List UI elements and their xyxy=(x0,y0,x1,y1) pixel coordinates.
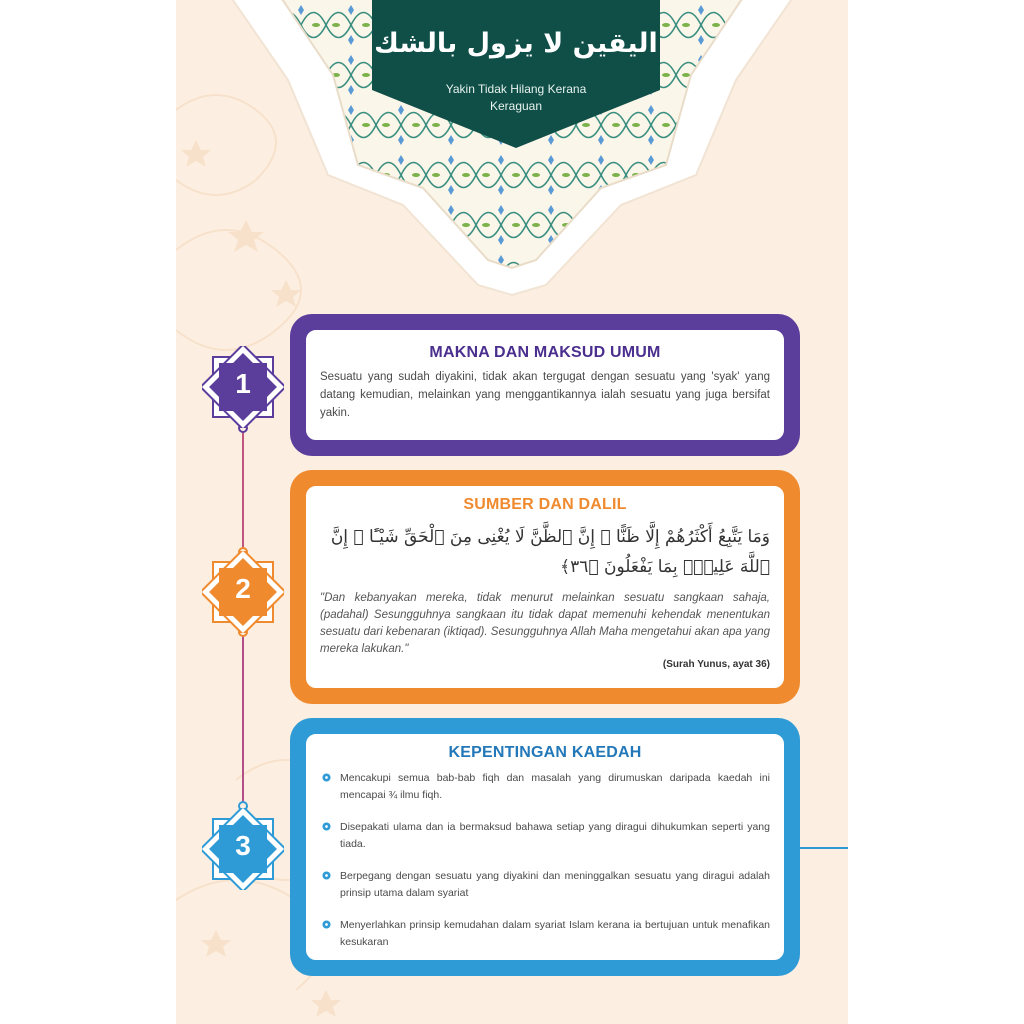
kepentingan-card xyxy=(290,718,800,976)
badge-number-3: 3 xyxy=(235,830,251,861)
badge-number-2: 2 xyxy=(235,573,251,604)
bullet-text: Berpegang dengan sesuatu yang diyakini dan meninggalkan sesuatu yang diragui adalah prinsip utama dalam syariat xyxy=(340,870,770,899)
makna-title: MAKNA DAN MAKSUD UMUM xyxy=(429,344,661,361)
sumber-title: SUMBER DAN DALIL xyxy=(463,496,627,513)
badge-1 xyxy=(202,346,284,428)
makna-card-inner xyxy=(304,328,786,442)
makna-text: Sesuatu yang sudah diyakini, tidak akan tergugat dengan sesuatu yang 'syak' yang datang kemudian, melainkan yang menggantikannya ialah sesuatu yang juga bersifat yakin. xyxy=(320,371,770,419)
list-item xyxy=(320,770,770,804)
badge-3 xyxy=(202,808,284,890)
flower-bullet-icon xyxy=(322,773,331,782)
kepentingan-card-inner xyxy=(304,732,786,962)
arabic-title: اليقين لا يزول بالشك xyxy=(374,28,658,59)
sumber-card xyxy=(290,470,800,704)
bullet-text: Mencakupi semua bab-bab fiqh dan masalah yang dirumuskan daripada kaedah ini mencapai ¾ ilmu fiqh. xyxy=(340,772,770,801)
flower-bullet-icon xyxy=(322,822,331,831)
list-item xyxy=(320,819,770,853)
subtitle-line-1: Yakin Tidak Hilang Kerana xyxy=(445,82,587,96)
list-item xyxy=(320,917,770,951)
badge-2 xyxy=(202,551,284,633)
bullet-text: Disepakati ulama dan ia bermaksud bahawa setiap yang diragui dihukumkan seperti yang tiada. xyxy=(340,821,770,850)
flower-bullet-icon xyxy=(322,920,331,929)
bullet-text: Menyerlahkan prinsip kemudahan dalam syariat Islam kerana ia bertujuan untuk menafikan kesukaran xyxy=(340,919,770,948)
badge-number-1: 1 xyxy=(235,368,251,399)
quran-verse: وَمَا يَتَّبِعُ أَكْثَرُهُمْ إِلَّا ظَنًّا ۚ إِنَّ ٱلظَّنَّ لَا يُغْنِى مِنَ ٱلْحَقِّ شَيْـًٔا ۚ إِنَّ ٱللَّهَ عَلِيمٌۢ بِمَا يَفْعَلُونَ ﴿٣٦﴾ xyxy=(330,527,770,577)
sumber-card-inner xyxy=(304,484,786,690)
infographic-page xyxy=(176,0,848,1024)
verse-reference: (Surah Yunus, ayat 36) xyxy=(662,659,770,670)
flower-bullet-icon xyxy=(322,871,331,880)
verse-translation: "Dan kebanyakan mereka, tidak menurut melainkan sesuatu sangkaan sahaja, (padahal) Sesungguhnya sangkaan itu tidak dapat memenuhi kehendak menentukan sesuatu dari kebenaran (iktiqad). Sesungguhnya Allah Maha mengetahui akan apa yang mereka lakukan." xyxy=(320,592,770,655)
kepentingan-title: KEPENTINGAN KAEDAH xyxy=(448,744,642,761)
list-item xyxy=(320,868,770,902)
makna-card xyxy=(290,314,800,456)
subtitle-line-2: Keraguan xyxy=(489,99,543,113)
